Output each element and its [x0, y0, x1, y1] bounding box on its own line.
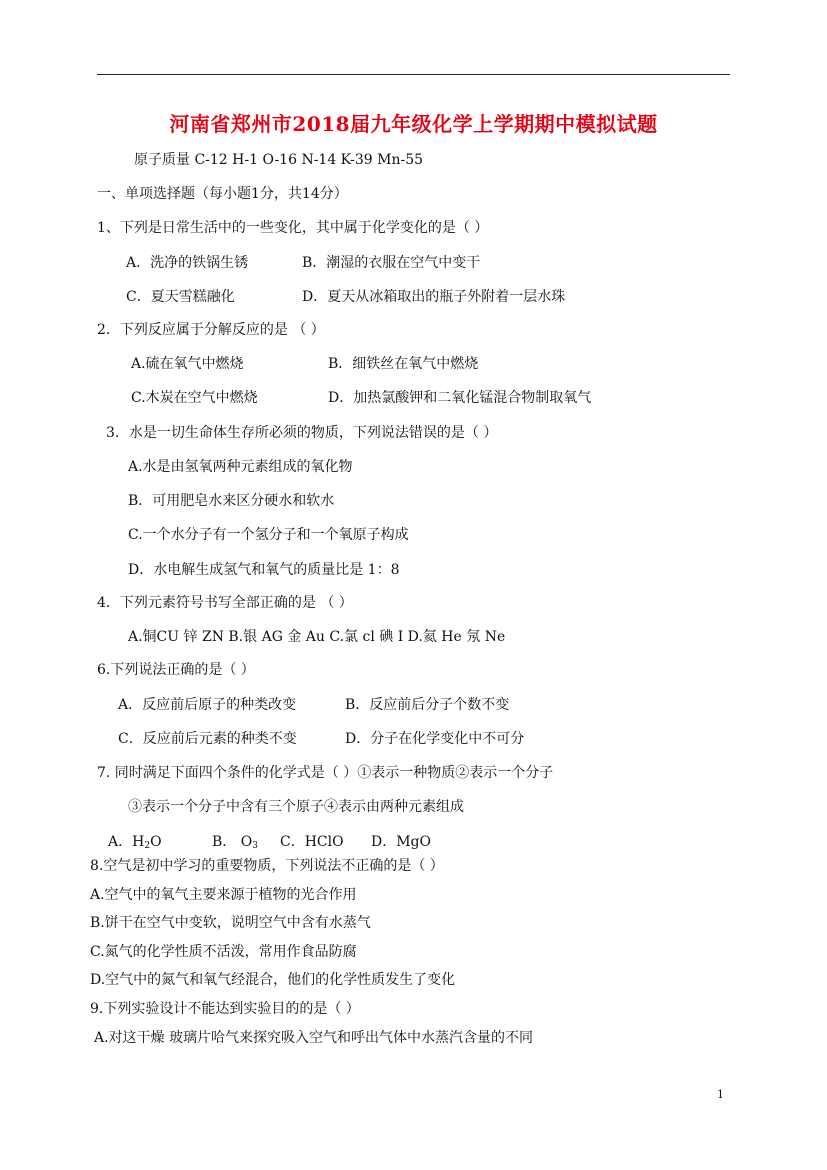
q6-stem: 6.下列说法正确的是（ ）	[97, 662, 255, 678]
q9-option-a: A.对这干燥 玻璃片哈气来探究吸入空气和呼出气体中水蒸汽含量的不同	[94, 1030, 534, 1046]
q8-option-c: C.氮气的化学性质不活泼，常用作食品防腐	[90, 944, 357, 960]
q9-stem: 9.下列实验设计不能达到实验目的的是（ ）	[90, 1001, 360, 1017]
q1-option-a: A．洗净的铁锅生锈	[126, 255, 249, 271]
q7-option-a: A．$H_2O$	[108, 834, 162, 851]
q7-stem-continued: ③表示一个分子中含有三个原子④表示由两种元素组成	[128, 799, 464, 815]
q7-option-c: C．HClO	[280, 834, 344, 850]
q6-option-b: B．反应前后分子个数不变	[345, 697, 510, 713]
q6-option-c: C．反应前后元素的种类不变	[118, 731, 297, 747]
q2-option-d: D．加热氯酸钾和二氧化锰混合物制取氧气	[328, 390, 592, 406]
header-rule	[97, 74, 730, 75]
q1-option-c: C．夏天雪糕融化	[126, 289, 235, 305]
q8-option-d: D.空气中的氮气和氧气经混合，他们的化学性质发生了变化	[90, 972, 456, 988]
q1-option-b: B．潮湿的衣服在空气中变干	[302, 255, 481, 271]
section-heading: 一、单项选择题（每小题1分，共14分）	[97, 186, 348, 202]
page-title: 河南省郑州市2018届九年级化学上学期期中模拟试题	[169, 112, 658, 136]
q3-stem: 3．水是一切生命体生存所必须的物质，下列说法错误的是（ ）	[106, 425, 498, 441]
q2-option-c: C.木炭在空气中燃烧	[131, 390, 258, 406]
q7-option-d: D．MgO	[371, 834, 431, 850]
q3-option-b: B．可用肥皂水来区分硬水和软水	[128, 493, 335, 509]
q4-options: A.铜CU 锌 ZN B.银 AG 金 Au C.氯 cl 碘 I D.氦 He 氖 Ne	[128, 629, 506, 645]
q6-option-a: A．反应前后原子的种类改变	[118, 697, 297, 713]
q4-stem: 4．下列元素符号书写全部正确的是 （ ）	[97, 595, 353, 611]
q1-option-d: D．夏天从冰箱取出的瓶子外附着一层水珠	[302, 289, 566, 305]
q8-option-b: B.饼干在空气中变软，说明空气中含有水蒸气	[90, 915, 371, 931]
q7-option-b: B． $O_3$	[212, 834, 258, 851]
atomic-mass-line: 原子质量 C-12 H-1 O-16 N-14 K-39 Mn-55	[134, 152, 424, 168]
q2-option-b: B．细铁丝在氧气中燃烧	[328, 356, 479, 372]
q3-option-a: A.水是由氢氧两种元素组成的氧化物	[128, 459, 353, 475]
q3-option-d: D．水电解生成氢气和氧气的质量比是 1：8	[128, 562, 400, 578]
q2-option-a: A.硫在氧气中燃烧	[131, 356, 244, 372]
q7-stem: 7. 同时满足下面四个条件的化学式是（ ）①表示一种物质②表示一个分子	[97, 765, 554, 781]
q1-stem: 1、下列是日常生活中的一些变化，其中属于化学变化的是（ ）	[97, 220, 489, 236]
q6-option-d: D．分子在化学变化中不可分	[345, 731, 525, 747]
q8-stem: 8.空气是初中学习的重要物质，下列说法不正确的是（ ）	[90, 858, 444, 874]
page-number: 1	[717, 1088, 724, 1101]
q3-option-c: C.一个水分子有一个氢分子和一个氧原子构成	[128, 527, 409, 543]
q2-stem: 2．下列反应属于分解反应的是 （ ）	[97, 322, 325, 338]
q8-option-a: A.空气中的氧气主要来源于植物的光合作用	[90, 887, 357, 903]
